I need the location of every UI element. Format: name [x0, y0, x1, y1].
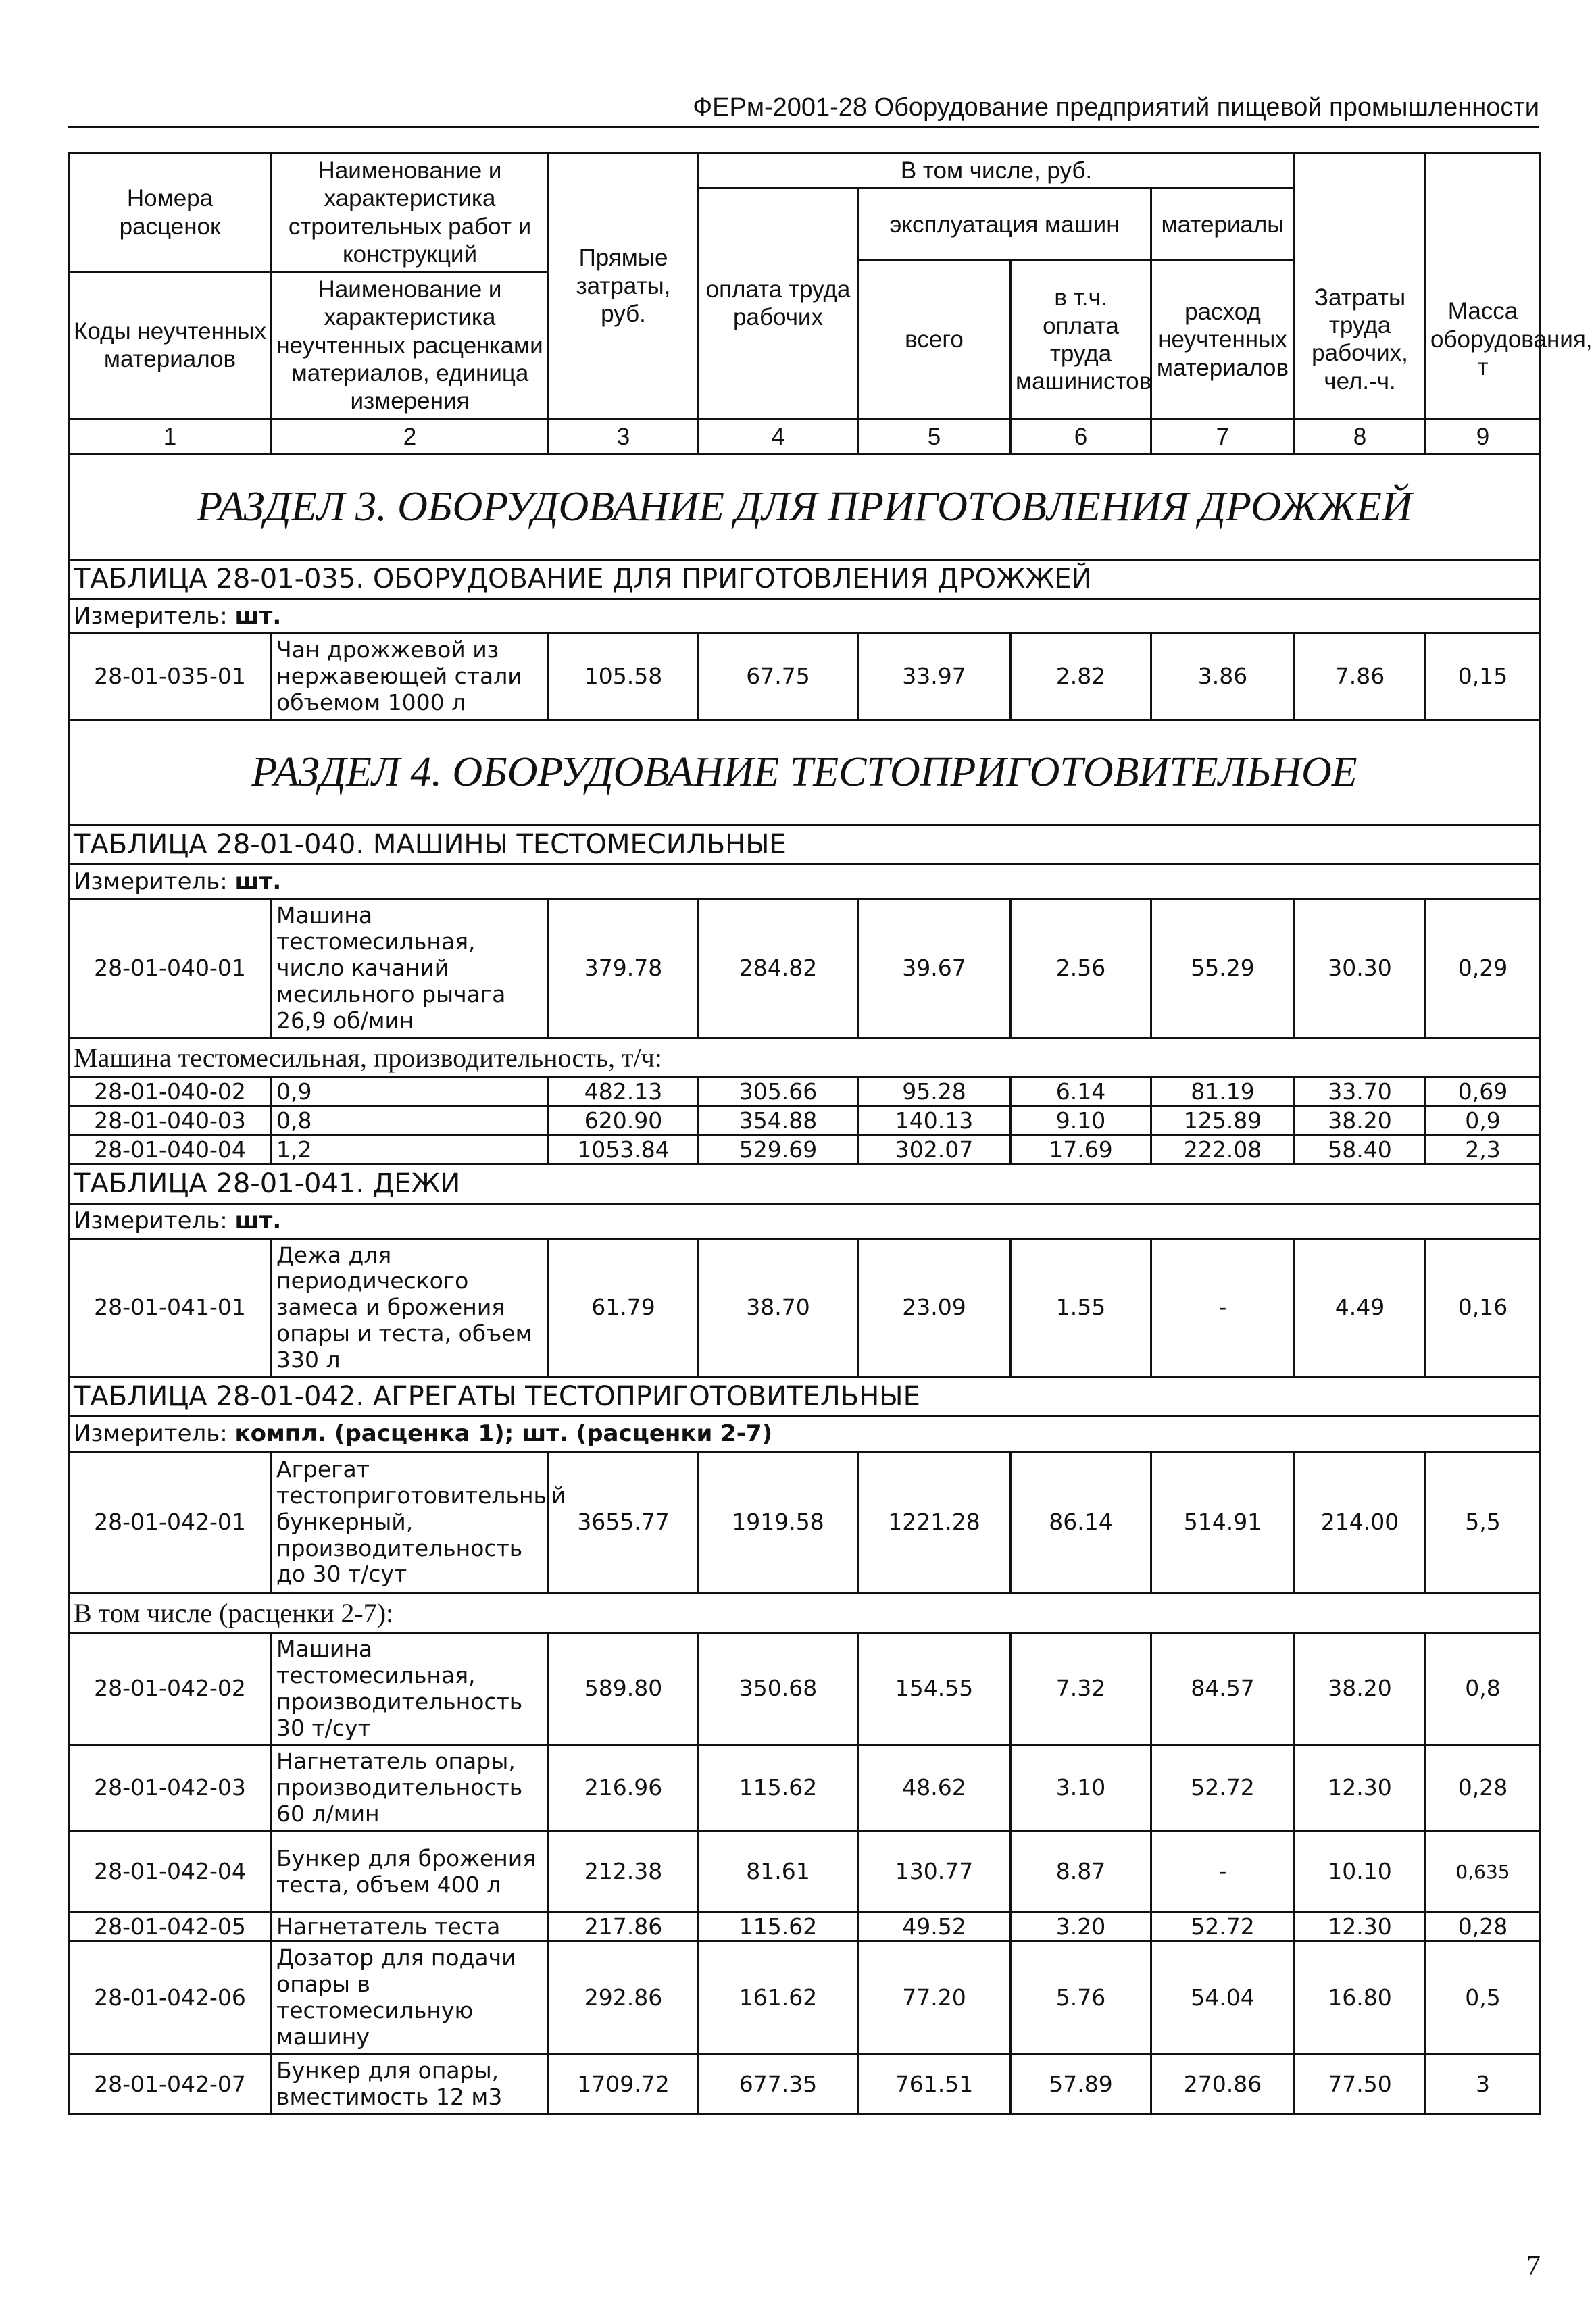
- table-row: [69, 2055, 1541, 2115]
- table-row: [69, 1745, 1541, 1832]
- labor-hours: 58.40: [1295, 1136, 1426, 1165]
- machinist-wages: 7.32: [1011, 1632, 1151, 1745]
- labor-hours: 38.20: [1295, 1632, 1426, 1745]
- table-035-unit: Измеритель: шт.: [69, 599, 1541, 634]
- rate-name: Нагнетатель опары, производительность 60 л/мин: [272, 1745, 549, 1832]
- table-041-unit: Измеритель: шт.: [69, 1204, 1541, 1238]
- materials-cost: 81.19: [1151, 1078, 1295, 1107]
- worker-wages: 1919.58: [699, 1451, 858, 1593]
- direct-costs: 589.80: [549, 1632, 699, 1745]
- column-number: 7: [1151, 419, 1295, 454]
- header-name-top: Наименование и характеристика строительных работ и конструкций: [272, 153, 549, 272]
- machine-costs-total: 95.28: [858, 1078, 1011, 1107]
- rate-name: 0,9: [272, 1078, 549, 1107]
- direct-costs: 1709.72: [549, 2055, 699, 2115]
- rate-name: Нагнетатель теста: [272, 1913, 549, 1942]
- rate-code: 28-01-040-03: [69, 1107, 272, 1136]
- equipment-mass: 0,8: [1426, 1632, 1541, 1745]
- rate-code: 28-01-040-02: [69, 1078, 272, 1107]
- direct-costs: 216.96: [549, 1745, 699, 1832]
- column-number: 2: [272, 419, 549, 454]
- column-number: 4: [699, 419, 858, 454]
- direct-costs: 61.79: [549, 1238, 699, 1378]
- section-4-heading-row: [69, 720, 1541, 826]
- materials-cost: -: [1151, 1238, 1295, 1378]
- column-number: 5: [858, 419, 1011, 454]
- direct-costs: 1053.84: [549, 1136, 699, 1165]
- column-numbers-row: [69, 419, 1541, 454]
- labor-hours: 12.30: [1295, 1745, 1426, 1832]
- rate-code: 28-01-042-03: [69, 1745, 272, 1832]
- table-042-unit: Измеритель: компл. (расценка 1); шт. (расценки 2-7): [69, 1417, 1541, 1451]
- header-machines-wages: в т.ч. оплата труда машинистов: [1011, 261, 1151, 419]
- labor-hours: 7.86: [1295, 634, 1426, 720]
- materials-cost: 222.08: [1151, 1136, 1295, 1165]
- machinist-wages: 9.10: [1011, 1107, 1151, 1136]
- worker-wages: 305.66: [699, 1078, 858, 1107]
- header-direct-costs: Прямые затраты, руб.: [549, 153, 699, 420]
- rate-name: Машина тестомесильная, число качаний месильного рычага 26,9 об/мин: [272, 899, 549, 1038]
- rate-code: 28-01-040-01: [69, 899, 272, 1038]
- header-name-bottom: Наименование и характеристика неучтенных расценками материалов, единица измерения: [272, 272, 549, 419]
- machinist-wages: 2.56: [1011, 899, 1151, 1038]
- equipment-mass: 0,28: [1426, 1745, 1541, 1832]
- machinist-wages: 17.69: [1011, 1136, 1151, 1165]
- labor-hours: 10.10: [1295, 1832, 1426, 1913]
- table-040-subheading: Машина тестомесильная, производительность, т/ч:: [69, 1038, 1541, 1078]
- direct-costs: 3655.77: [549, 1451, 699, 1593]
- machinist-wages: 8.87: [1011, 1832, 1151, 1913]
- machinist-wages: 3.10: [1011, 1745, 1151, 1832]
- rate-code: 28-01-041-01: [69, 1238, 272, 1378]
- header-row-1: [69, 153, 1541, 188]
- machine-costs-total: 39.67: [858, 899, 1011, 1038]
- direct-costs: 620.90: [549, 1107, 699, 1136]
- machinist-wages: 2.82: [1011, 634, 1151, 720]
- materials-cost: 55.29: [1151, 899, 1295, 1038]
- rate-code: 28-01-042-06: [69, 1942, 272, 2055]
- header-including: В том числе, руб.: [699, 153, 1295, 188]
- materials-cost: 514.91: [1151, 1451, 1295, 1593]
- worker-wages: 115.62: [699, 1745, 858, 1832]
- table-row: [69, 1107, 1541, 1136]
- table-row: [69, 1136, 1541, 1165]
- machine-costs-total: 77.20: [858, 1942, 1011, 2055]
- table-row: [69, 1632, 1541, 1745]
- direct-costs: 292.86: [549, 1942, 699, 2055]
- materials-cost: 270.86: [1151, 2055, 1295, 2115]
- unit-value: шт.: [234, 868, 282, 896]
- rate-name: Бункер для опары, вместимость 12 м3: [272, 2055, 549, 2115]
- worker-wages: 38.70: [699, 1238, 858, 1378]
- table-row: [69, 1832, 1541, 1913]
- rate-name: Дозатор для подачи опары в тестомесильную машину: [272, 1942, 549, 2055]
- materials-cost: 3.86: [1151, 634, 1295, 720]
- machine-costs-total: 48.62: [858, 1745, 1011, 1832]
- rates-table: [68, 152, 1593, 2115]
- rate-code: 28-01-042-02: [69, 1632, 272, 1745]
- table-040-title: ТАБЛИЦА 28-01-040. МАШИНЫ ТЕСТОМЕСИЛЬНЫЕ: [69, 826, 1541, 865]
- table-row: [69, 899, 1541, 1038]
- rate-code: 28-01-042-01: [69, 1451, 272, 1593]
- labor-hours: 4.49: [1295, 1238, 1426, 1378]
- direct-costs: 217.86: [549, 1913, 699, 1942]
- unit-value: компл. (расценка 1); шт. (расценки 2-7): [234, 1420, 773, 1448]
- rate-code: 28-01-040-04: [69, 1136, 272, 1165]
- header-labor: Затраты труда рабочих, чел.-ч.: [1295, 261, 1426, 419]
- unit-value: шт.: [234, 1207, 282, 1235]
- machine-costs-total: 1221.28: [858, 1451, 1011, 1593]
- rate-code: 28-01-035-01: [69, 634, 272, 720]
- direct-costs: 105.58: [549, 634, 699, 720]
- header-labor-top: [1295, 153, 1426, 261]
- labor-hours: 12.30: [1295, 1913, 1426, 1942]
- table-042-title: ТАБЛИЦА 28-01-042. АГРЕГАТЫ ТЕСТОПРИГОТОВИТЕЛЬНЫЕ: [69, 1378, 1541, 1417]
- section-3-heading: РАЗДЕЛ 3. ОБОРУДОВАНИЕ ДЛЯ ПРИГОТОВЛЕНИЯ ДРОЖЖЕЙ: [69, 454, 1541, 559]
- materials-cost: 52.72: [1151, 1913, 1295, 1942]
- direct-costs: 212.38: [549, 1832, 699, 1913]
- machinist-wages: 3.20: [1011, 1913, 1151, 1942]
- table-row: [69, 1942, 1541, 2055]
- worker-wages: 350.68: [699, 1632, 858, 1745]
- table-row: [69, 634, 1541, 720]
- equipment-mass: 0,5: [1426, 1942, 1541, 2055]
- table-row: [69, 1913, 1541, 1942]
- header-materials-unaccounted: расход неучтенных материалов: [1151, 261, 1295, 419]
- equipment-mass: 0,635: [1426, 1832, 1541, 1913]
- machine-costs-total: 302.07: [858, 1136, 1011, 1165]
- table-041-title: ТАБЛИЦА 28-01-041. ДЕЖИ: [69, 1165, 1541, 1204]
- header-machines: эксплуатация машин: [858, 188, 1151, 261]
- worker-wages: 284.82: [699, 899, 858, 1038]
- running-head: ФЕРм-2001-28 Оборудование предприятий пищевой промышленности: [68, 93, 1539, 128]
- page-number: 7: [1526, 2250, 1541, 2282]
- worker-wages: 677.35: [699, 2055, 858, 2115]
- column-number: 3: [549, 419, 699, 454]
- table-042-subheading: В том числе (расценки 2-7):: [69, 1593, 1541, 1632]
- labor-hours: 38.20: [1295, 1107, 1426, 1136]
- machine-costs-total: 140.13: [858, 1107, 1011, 1136]
- machine-costs-total: 130.77: [858, 1832, 1011, 1913]
- rate-name: Дежа для периодического замеса и брожения опары и теста, объем 330 л: [272, 1238, 549, 1378]
- materials-cost: 54.04: [1151, 1942, 1295, 2055]
- header-codes-top: Номера расценок: [69, 153, 272, 272]
- machine-costs-total: 154.55: [858, 1632, 1011, 1745]
- materials-cost: 52.72: [1151, 1745, 1295, 1832]
- header-machines-total: всего: [858, 261, 1011, 419]
- column-number: 9: [1426, 419, 1541, 454]
- equipment-mass: 0,28: [1426, 1913, 1541, 1942]
- labor-hours: 30.30: [1295, 899, 1426, 1038]
- header-mass-top: [1426, 153, 1541, 261]
- rate-name: 0,8: [272, 1107, 549, 1136]
- rate-code: 28-01-042-07: [69, 2055, 272, 2115]
- direct-costs: 482.13: [549, 1078, 699, 1107]
- worker-wages: 67.75: [699, 634, 858, 720]
- equipment-mass: 0,16: [1426, 1238, 1541, 1378]
- table-row: [69, 1451, 1541, 1593]
- header-materials: материалы: [1151, 188, 1295, 261]
- header-mass: Масса оборудования, т: [1426, 261, 1541, 419]
- equipment-mass: 0,15: [1426, 634, 1541, 720]
- section-3-heading-row: [69, 454, 1541, 559]
- worker-wages: 161.62: [699, 1942, 858, 2055]
- machinist-wages: 86.14: [1011, 1451, 1151, 1593]
- column-number: 8: [1295, 419, 1426, 454]
- labor-hours: 33.70: [1295, 1078, 1426, 1107]
- header-codes-bottom: Коды неучтенных материалов: [69, 272, 272, 419]
- rate-name: Агрегат тестоприготовительный бункерный, производительность до 30 т/сут: [272, 1451, 549, 1593]
- machinist-wages: 5.76: [1011, 1942, 1151, 2055]
- equipment-mass: 0,69: [1426, 1078, 1541, 1107]
- table-035-title: ТАБЛИЦА 28-01-035. ОБОРУДОВАНИЕ ДЛЯ ПРИГОТОВЛЕНИЯ ДРОЖЖЕЙ: [69, 559, 1541, 599]
- table-040-unit: Измеритель: шт.: [69, 865, 1541, 899]
- materials-cost: 125.89: [1151, 1107, 1295, 1136]
- machine-costs-total: 49.52: [858, 1913, 1011, 1942]
- equipment-mass: 0,9: [1426, 1107, 1541, 1136]
- worker-wages: 529.69: [699, 1136, 858, 1165]
- table-row: [69, 1238, 1541, 1378]
- rate-name: 1,2: [272, 1136, 549, 1165]
- machinist-wages: 6.14: [1011, 1078, 1151, 1107]
- equipment-mass: 3: [1426, 2055, 1541, 2115]
- unit-value: шт.: [234, 603, 282, 630]
- machine-costs-total: 761.51: [858, 2055, 1011, 2115]
- rate-code: 28-01-042-04: [69, 1832, 272, 1913]
- section-4-heading: РАЗДЕЛ 4. ОБОРУДОВАНИЕ ТЕСТОПРИГОТОВИТЕЛЬНОЕ: [69, 720, 1541, 826]
- machinist-wages: 1.55: [1011, 1238, 1151, 1378]
- table-row: [69, 1078, 1541, 1107]
- machine-costs-total: 23.09: [858, 1238, 1011, 1378]
- labor-hours: 77.50: [1295, 2055, 1426, 2115]
- equipment-mass: 5,5: [1426, 1451, 1541, 1593]
- materials-cost: 84.57: [1151, 1632, 1295, 1745]
- rate-name: Чан дрожжевой из нержавеющей стали объемом 1000 л: [272, 634, 549, 720]
- equipment-mass: 2,3: [1426, 1136, 1541, 1165]
- rate-name: Бункер для брожения теста, объем 400 л: [272, 1832, 549, 1913]
- column-number: 6: [1011, 419, 1151, 454]
- header-wages: оплата труда рабочих: [699, 188, 858, 419]
- machine-costs-total: 33.97: [858, 634, 1011, 720]
- rate-code: 28-01-042-05: [69, 1913, 272, 1942]
- machinist-wages: 57.89: [1011, 2055, 1151, 2115]
- equipment-mass: 0,29: [1426, 899, 1541, 1038]
- worker-wages: 81.61: [699, 1832, 858, 1913]
- direct-costs: 379.78: [549, 899, 699, 1038]
- worker-wages: 354.88: [699, 1107, 858, 1136]
- column-number: 1: [69, 419, 272, 454]
- labor-hours: 16.80: [1295, 1942, 1426, 2055]
- materials-cost: -: [1151, 1832, 1295, 1913]
- labor-hours: 214.00: [1295, 1451, 1426, 1593]
- rate-name: Машина тестомесильная, производительность 30 т/сут: [272, 1632, 549, 1745]
- worker-wages: 115.62: [699, 1913, 858, 1942]
